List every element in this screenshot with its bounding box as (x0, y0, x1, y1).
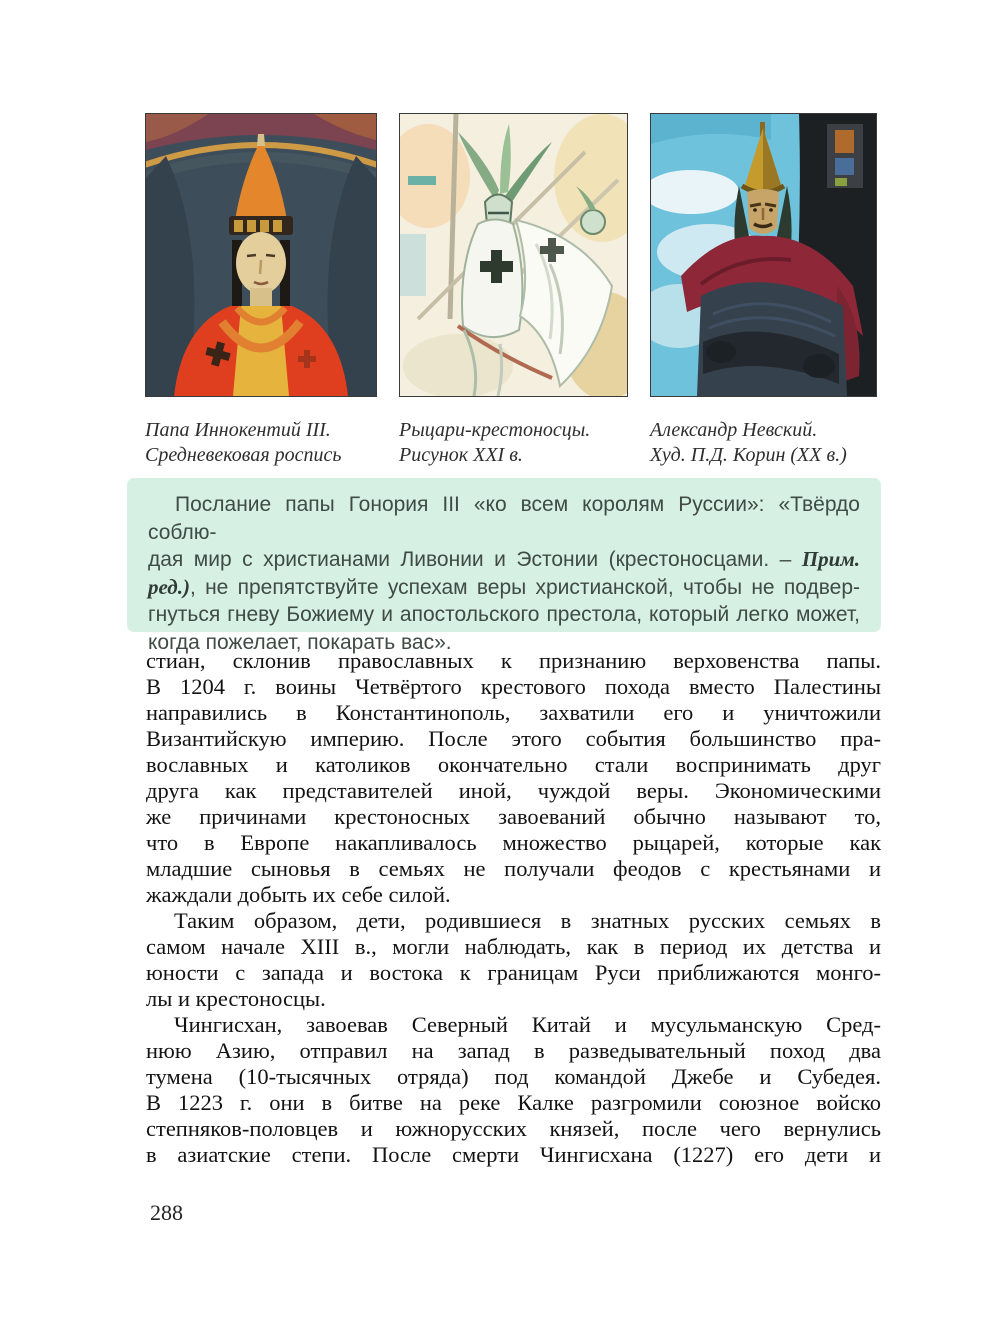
papal-letter-quote-box (127, 478, 881, 654)
body-line: Чингисхан, завоевав Северный Китай и мусульманскую Сред- (174, 1012, 881, 1037)
quote-line (148, 546, 860, 574)
body-line: лы и крестоносцы. (146, 986, 326, 1011)
body-line: стиан, склонив православных к признанию верховенства папы. (146, 648, 881, 673)
figure-caption (145, 418, 377, 468)
body-line: Таким образом, дети, родившиеся в знатных русских семьях в (174, 908, 881, 933)
quote-text: дая мир с христианами Ливонии и Эстонии (крестоносцами. – (148, 548, 802, 571)
body-line: вославных и католиков окончательно стали воспринимать друг (146, 752, 881, 777)
body-line: тумена (10-тысячных отряда) под командой Джебе и Субедея. (146, 1064, 881, 1089)
body-text (146, 648, 881, 1168)
quote-text: когда пожелает, покарать вас». (148, 630, 452, 654)
figure-caption-line: Рыцари-крестоносцы. (399, 419, 591, 441)
quote-line (148, 574, 860, 602)
page-number: 288 (150, 1200, 183, 1225)
body-line: в азиатские степи. После смерти Чингисхана (1227) его дети и (146, 1142, 881, 1167)
figure-nevsky (650, 113, 877, 468)
quote-text: гнуться гневу Божиему и апостольского престола, который легко может, (148, 603, 860, 626)
body-line: В 1223 г. они в битве на реке Калке разгромили союзное войско (146, 1090, 881, 1115)
body-line: младшие сыновья в семьях не получали феодов с крестьянами и (146, 856, 881, 881)
figure-caption-line: Рисунок XXI в. (399, 444, 523, 466)
body-line: Византийскую империю. После этого события большинство пра- (146, 726, 881, 751)
figure-caption (399, 418, 628, 468)
body-line: нюю Азию, отправил на запад в разведывательный поход два (146, 1038, 881, 1063)
quote-text: , не препятствуйте успехам веры христианской, чтобы не подвер- (189, 575, 860, 599)
alexander-nevsky-image (650, 113, 877, 397)
pope-innocent-image (145, 113, 377, 397)
body-line: самом начале XIII в., могли наблюдать, как в период их детства и (146, 934, 881, 959)
figure-caption-line: Средневековая роспись (145, 444, 342, 466)
quote-line (148, 601, 860, 629)
quote-text: Послание папы Гонория III «ко всем королям Руссии»: «Твёрдо соблю- (148, 493, 860, 544)
body-line: же причинами крестоносных завоеваний обычно называют то, (146, 804, 881, 829)
body-line: юности с запада и востока к границам Руси приближаются монго- (146, 960, 881, 985)
crusader-knights-image (399, 113, 628, 397)
quote-editor-note: ред.) (148, 574, 190, 599)
body-line: что в Европе накапливалось множество рыцарей, которые как (146, 830, 881, 855)
figure-caption-line: Александр Невский. (650, 419, 818, 441)
figure-caption-line: Худ. П.Д. Корин (XX в.) (650, 444, 847, 466)
pope-innocent-illustration (146, 114, 376, 396)
quote-line (148, 491, 860, 546)
quote-editor-note: Прим. (801, 547, 860, 571)
figure-crusaders (399, 113, 628, 468)
body-line: направились в Константинополь, захватили его и уничтожили (146, 700, 881, 725)
body-line: друга как представителей иной, чуждой веры. Экономическими (146, 778, 881, 803)
body-line: степняков-половцев и южнорусских князей, после чего вернулись (146, 1116, 881, 1141)
alexander-nevsky-illustration (651, 114, 876, 396)
body-line: жаждали добыть их себе силой. (146, 882, 451, 907)
figure-pope-innocent (145, 113, 377, 468)
figures-row (145, 113, 877, 468)
crusader-knights-illustration (400, 114, 627, 396)
figure-caption-line: Папа Иннокентий III. (145, 419, 331, 441)
figure-caption (650, 418, 877, 468)
body-line: В 1204 г. воины Четвёртого крестового похода вместо Палестины (146, 674, 881, 699)
